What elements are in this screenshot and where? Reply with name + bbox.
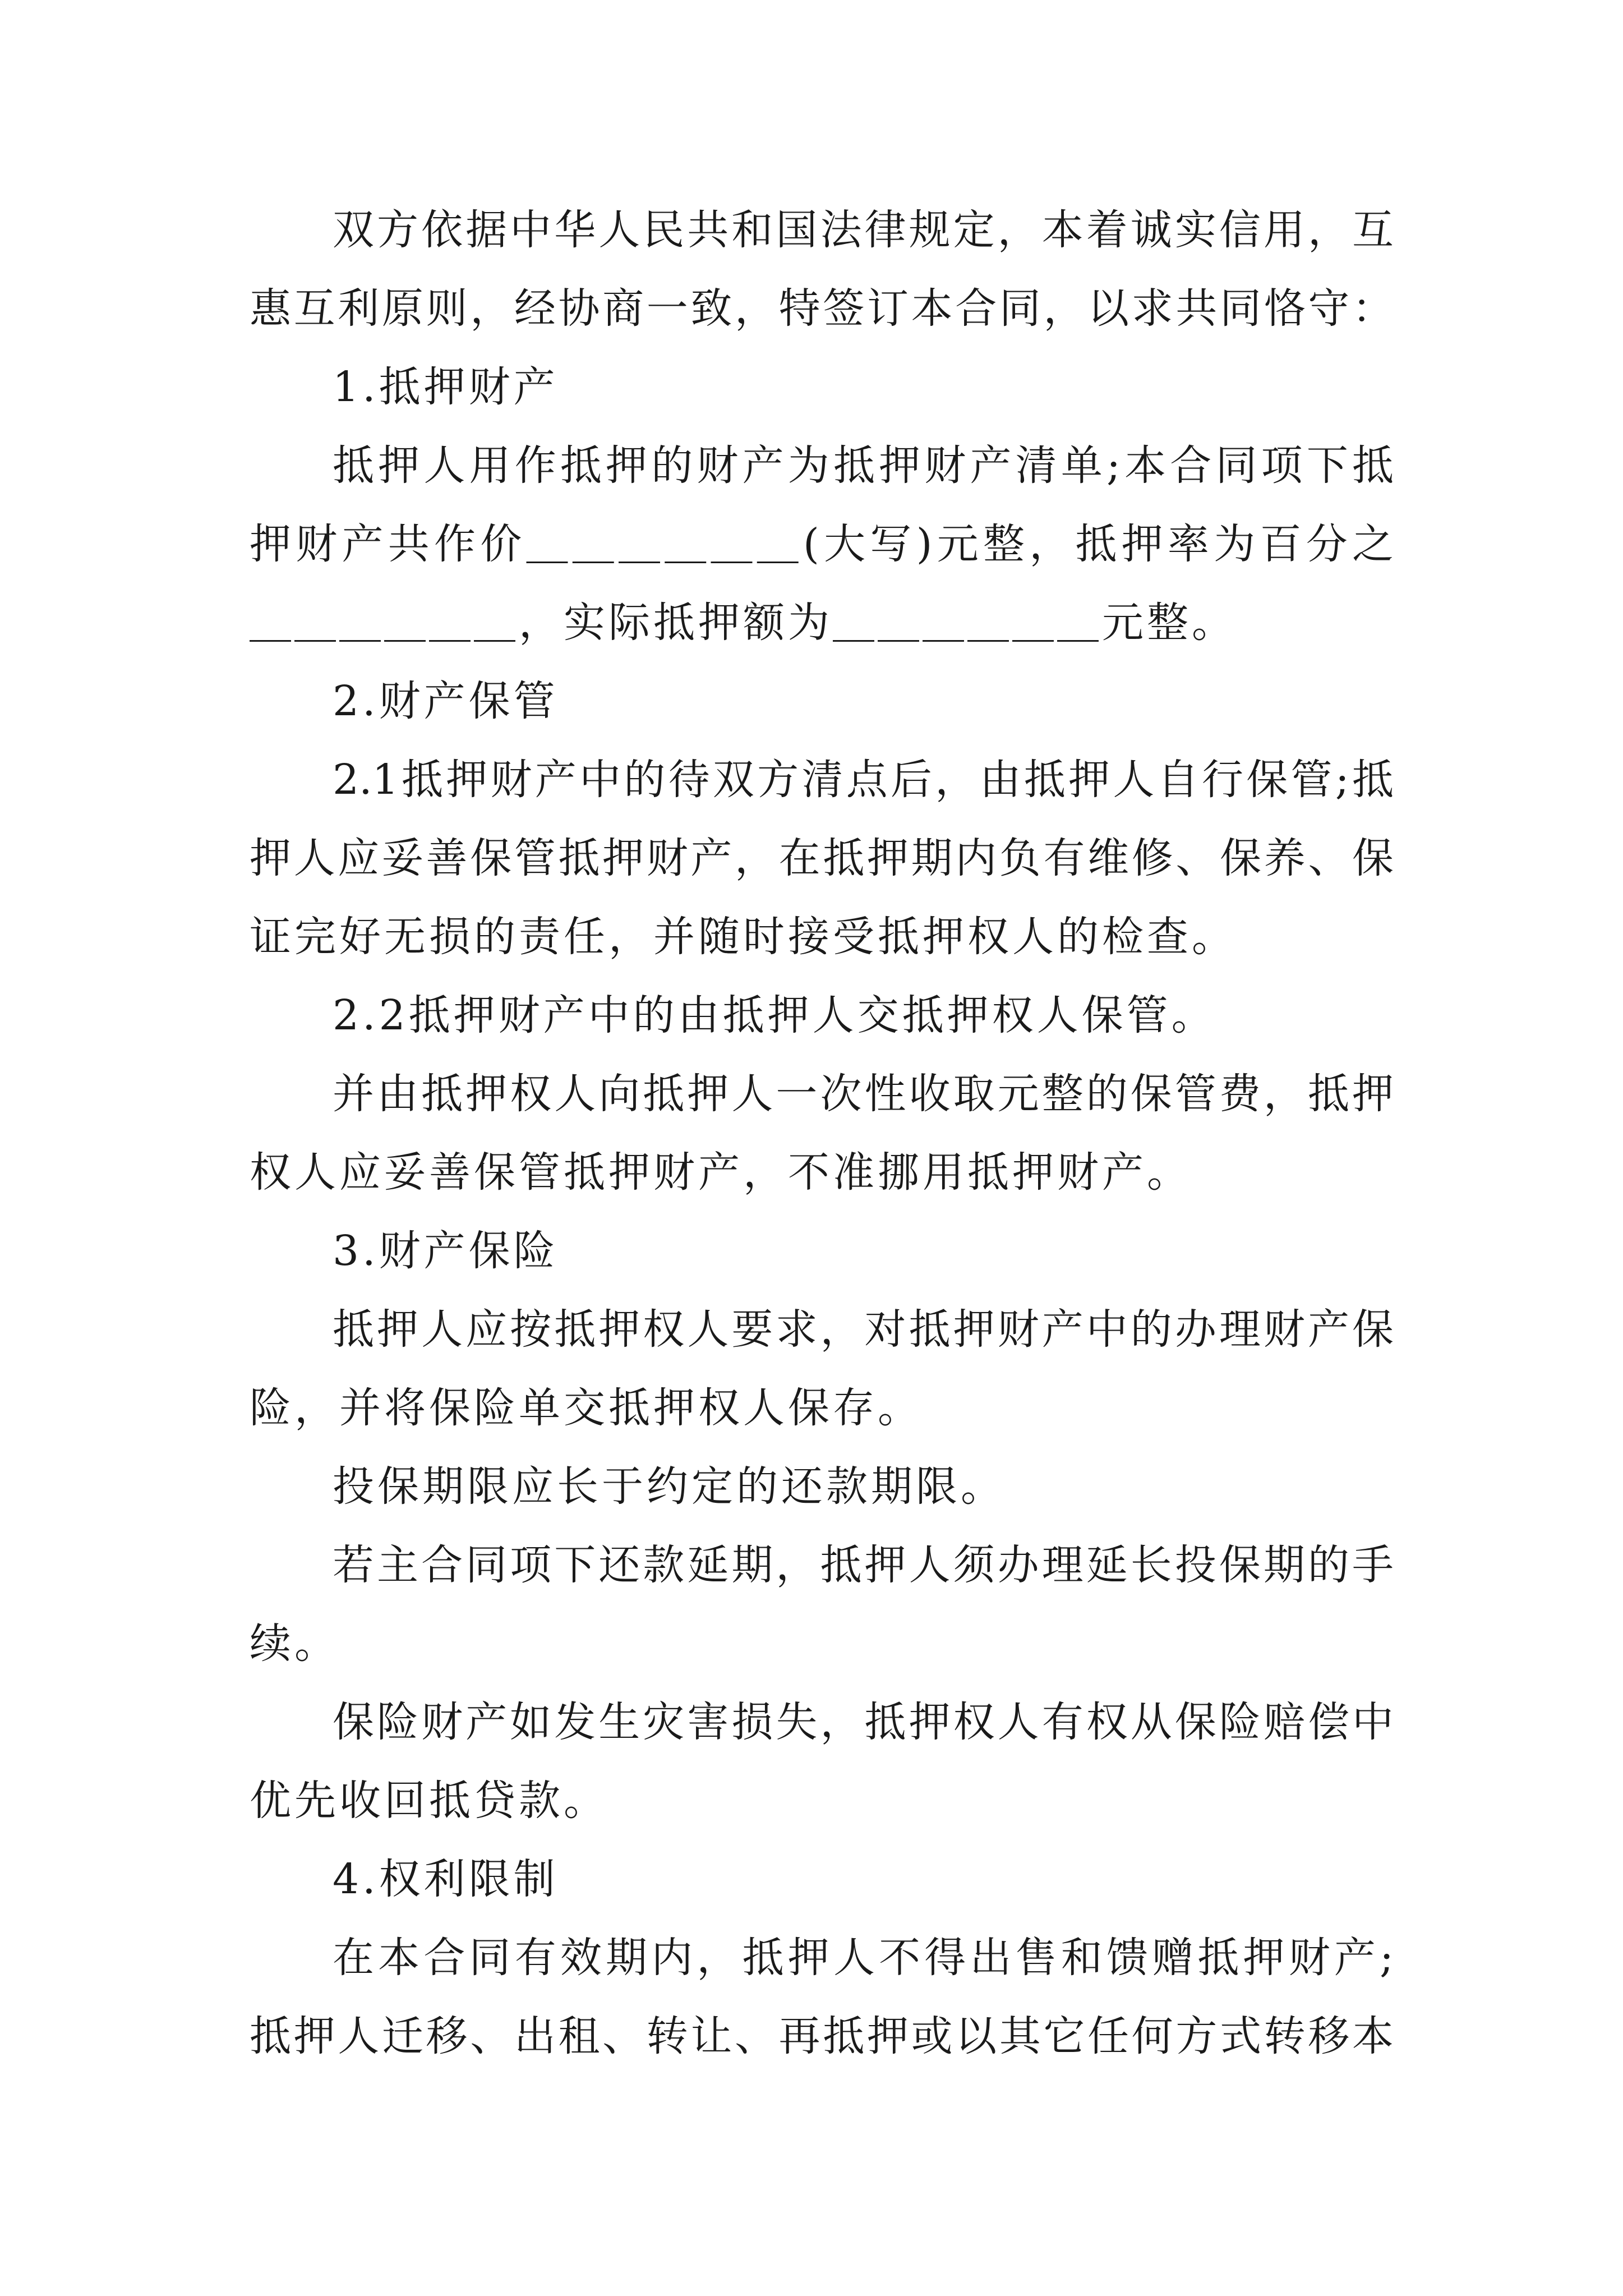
- text-line: 投保期限应长于约定的还款期限。: [333, 1462, 1006, 1511]
- text-line: 若主合同项下还款延期，抵押人须办理延长投保期的手: [333, 1541, 1394, 1589]
- section-heading: 2.财产保管: [333, 677, 559, 725]
- text-line: 押人应妥善保管抵押财产，在抵押期内负有维修、保养、保: [250, 834, 1394, 882]
- text-line: 险，并将保险单交抵押权人保存。: [250, 1384, 923, 1432]
- text-line: 在本合同有效期内，抵押人不得出售和馈赠抵押财产;: [333, 1934, 1394, 1982]
- section-heading: 1.抵押财产: [333, 363, 559, 411]
- text-line: 抵押人迁移、出租、转让、再抵押或以其它任何方式转移本: [250, 2012, 1394, 2060]
- text-line: 续。: [250, 1619, 339, 1668]
- text-line: 双方依据中华人民共和国法律规定，本着诚实信用，互: [333, 206, 1394, 254]
- text-line: 抵押人应按抵押权人要求，对抵押财产中的办理财产保: [333, 1305, 1394, 1354]
- section-heading: 3.财产保险: [333, 1227, 559, 1275]
- section-heading: 4.权利限制: [333, 1855, 559, 1903]
- text-line: 证完好无损的责任，并随时接受抵押权人的检查。: [250, 913, 1237, 961]
- text-line: 2.2抵押财产中的由抵押人交抵押权人保管。: [333, 991, 1216, 1039]
- text-line: 并由抵押权人向抵押人一次性收取元整的保管费，抵押: [333, 1070, 1394, 1118]
- text-line: 抵押人用作抵押的财产为抵押财产清单;本合同项下抵: [333, 441, 1394, 490]
- text-line: 惠互利原则，经协商一致，特签订本合同，以求共同恪守：: [250, 284, 1394, 333]
- text-line: 保险财产如发生灾害损失，抵押权人有权从保险赔偿中: [333, 1698, 1394, 1746]
- text-line: ＿＿＿＿＿＿，实际抵押额为＿＿＿＿＿＿元整。: [250, 599, 1237, 647]
- text-line: 押财产共作价＿＿＿＿＿＿(大写)元整，抵押率为百分之: [250, 520, 1394, 568]
- contract-body: [250, 191, 1394, 2076]
- text-line: 权人应妥善保管抵押财产，不准挪用抵押财产。: [250, 1148, 1192, 1197]
- text-line: 优先收回抵贷款。: [250, 1777, 608, 1825]
- text-line: 2.1抵押财产中的待双方清点后，由抵押人自行保管;抵: [333, 756, 1394, 804]
